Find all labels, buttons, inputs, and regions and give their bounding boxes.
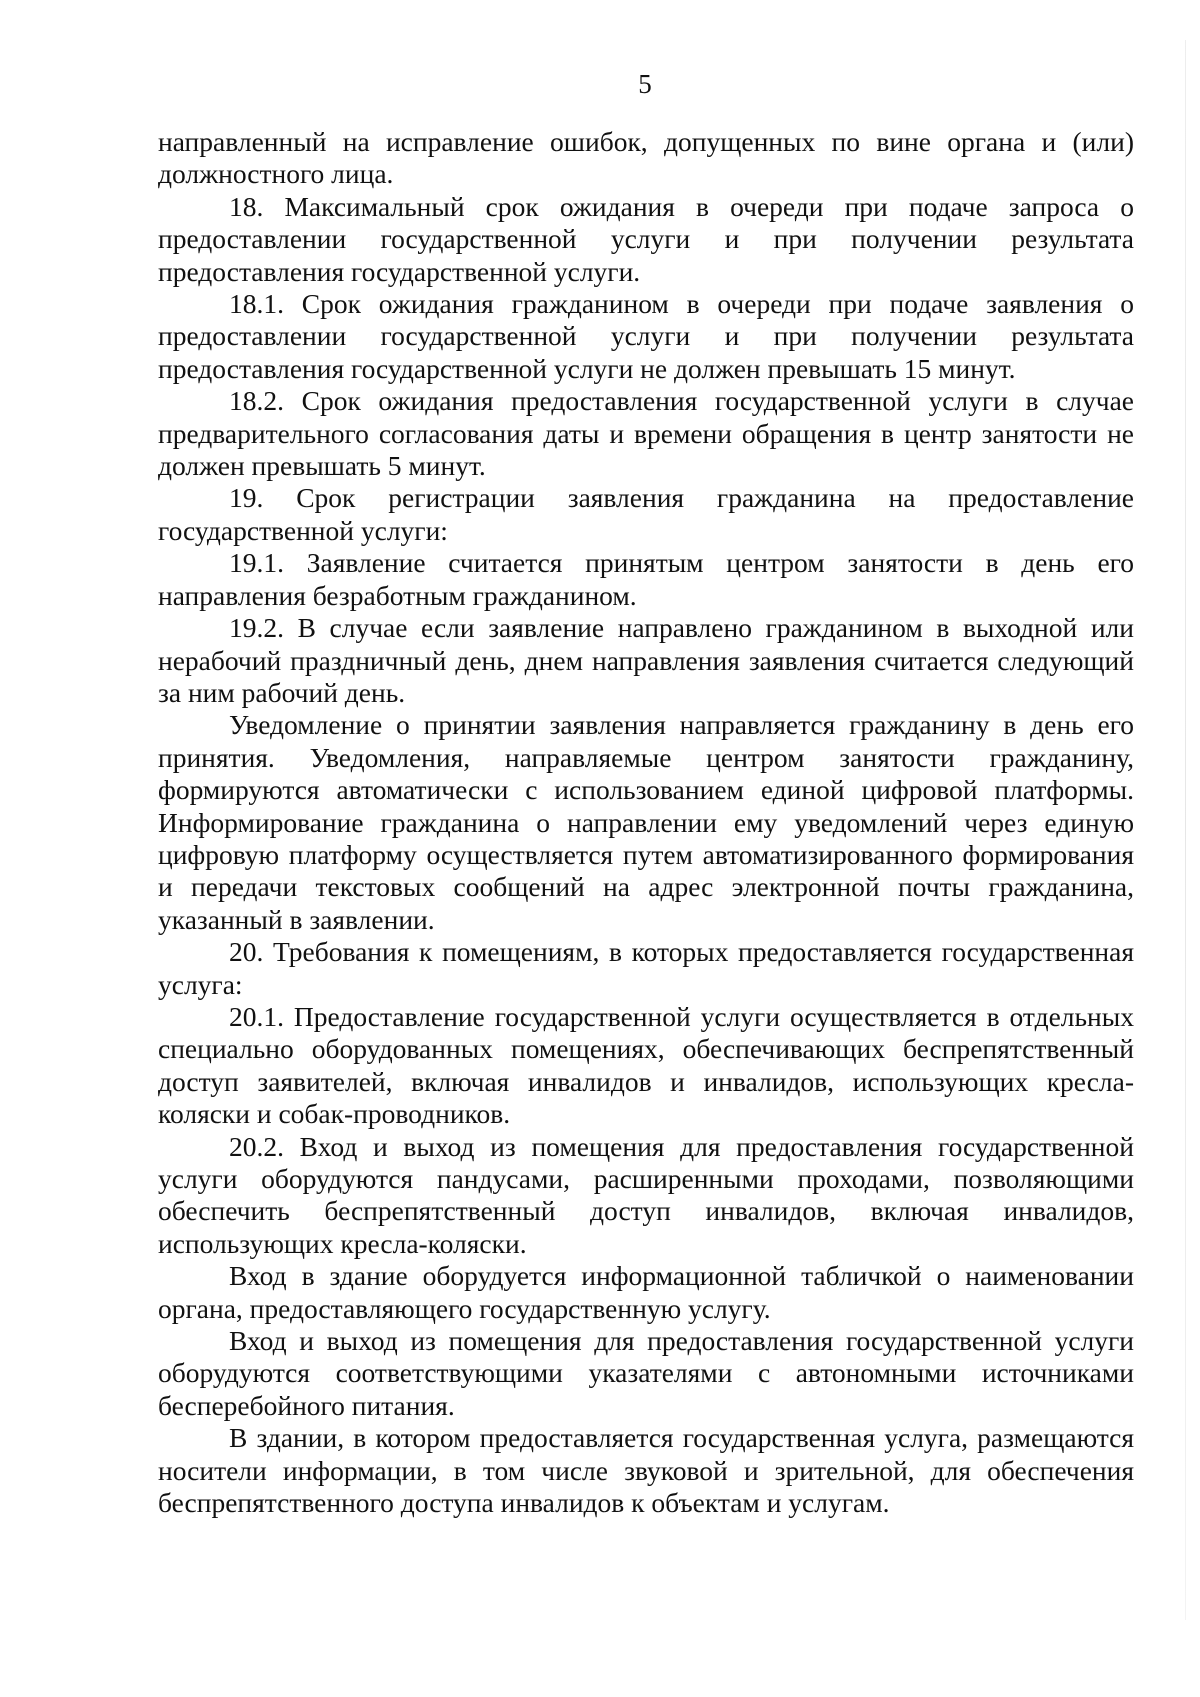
paragraph: 20. Требования к помещениям, в которых предоставляется государственная услуга: bbox=[158, 936, 1134, 1000]
paragraph: Вход и выход из помещения для предоставления государственной услуги оборудуются соответствующими указателями с автономными источниками бесперебойного питания. bbox=[158, 1325, 1134, 1421]
scan-edge-line bbox=[1185, 40, 1186, 1620]
paragraph: направленный на исправление ошибок, допущенных по вине органа и (или) должностного лица. bbox=[158, 126, 1134, 190]
paragraph: 20.2. Вход и выход из помещения для предоставления государственной услуги оборудуются пандусами, расширенными проходами, позволяющими обеспечить беспрепятственный доступ инвалидов, включая инвалидов, использующих кресла-коляски. bbox=[158, 1130, 1134, 1259]
paragraph: Вход в здание оборудуется информационной табличкой о наименовании органа, предоставляющего государственную услугу. bbox=[158, 1260, 1134, 1324]
paragraph: 18.1. Срок ожидания гражданином в очереди при подаче заявления о предоставлении государственной услуги и при получении результата предоставления государственной услуги не должен превышать 15 минут. bbox=[158, 288, 1134, 384]
paragraph: 20.1. Предоставление государственной услуги осуществляется в отдельных специально оборудованных помещениях, обеспечивающих беспрепятственный доступ заявителей, включая инвалидов и инвалидов, использующих кресла-коляски и собак-проводников. bbox=[158, 1000, 1134, 1130]
paragraph: 19.1. Заявление считается принятым центром занятости в день его направления безработным гражданином. bbox=[158, 547, 1134, 611]
paragraph: 19.2. В случае если заявление направлено гражданином в выходной или нерабочий праздничный день, днем направления заявления считается следующий за ним рабочий день. bbox=[158, 612, 1134, 708]
paragraph: 18.2. Срок ожидания предоставления государственной услуги в случае предварительного согласования даты и времени обращения в центр занятости не должен превышать 5 минут. bbox=[158, 385, 1134, 482]
paragraph: В здании, в котором предоставляется государственная услуга, размещаются носители информации, в том числе звуковой и зрительной, для обеспечения беспрепятственного доступа инвалидов к объектам и услугам. bbox=[158, 1422, 1134, 1519]
paragraph: 18. Максимальный срок ожидания в очереди при подаче запроса о предоставлении государственной услуги и при получении результата предоставления государственной услуги. bbox=[158, 190, 1134, 287]
document-body bbox=[158, 126, 1134, 1519]
paragraph: Уведомление о принятии заявления направляется гражданину в день его принятия. Уведомления, направляемые центром занятости гражданину, формируются автоматически с использованием единой цифровой платформы. Информирование гражданина о направлении ему уведомлений через единую цифровую платформу осуществляется путем автоматизированного формирования и передачи текстовых сообщений на адрес электронной почты гражданина, указанный в заявлении. bbox=[158, 709, 1134, 935]
paragraph: 19. Срок регистрации заявления гражданина на предоставление государственной услуги: bbox=[158, 482, 1134, 546]
page-number: 5 bbox=[638, 69, 652, 99]
